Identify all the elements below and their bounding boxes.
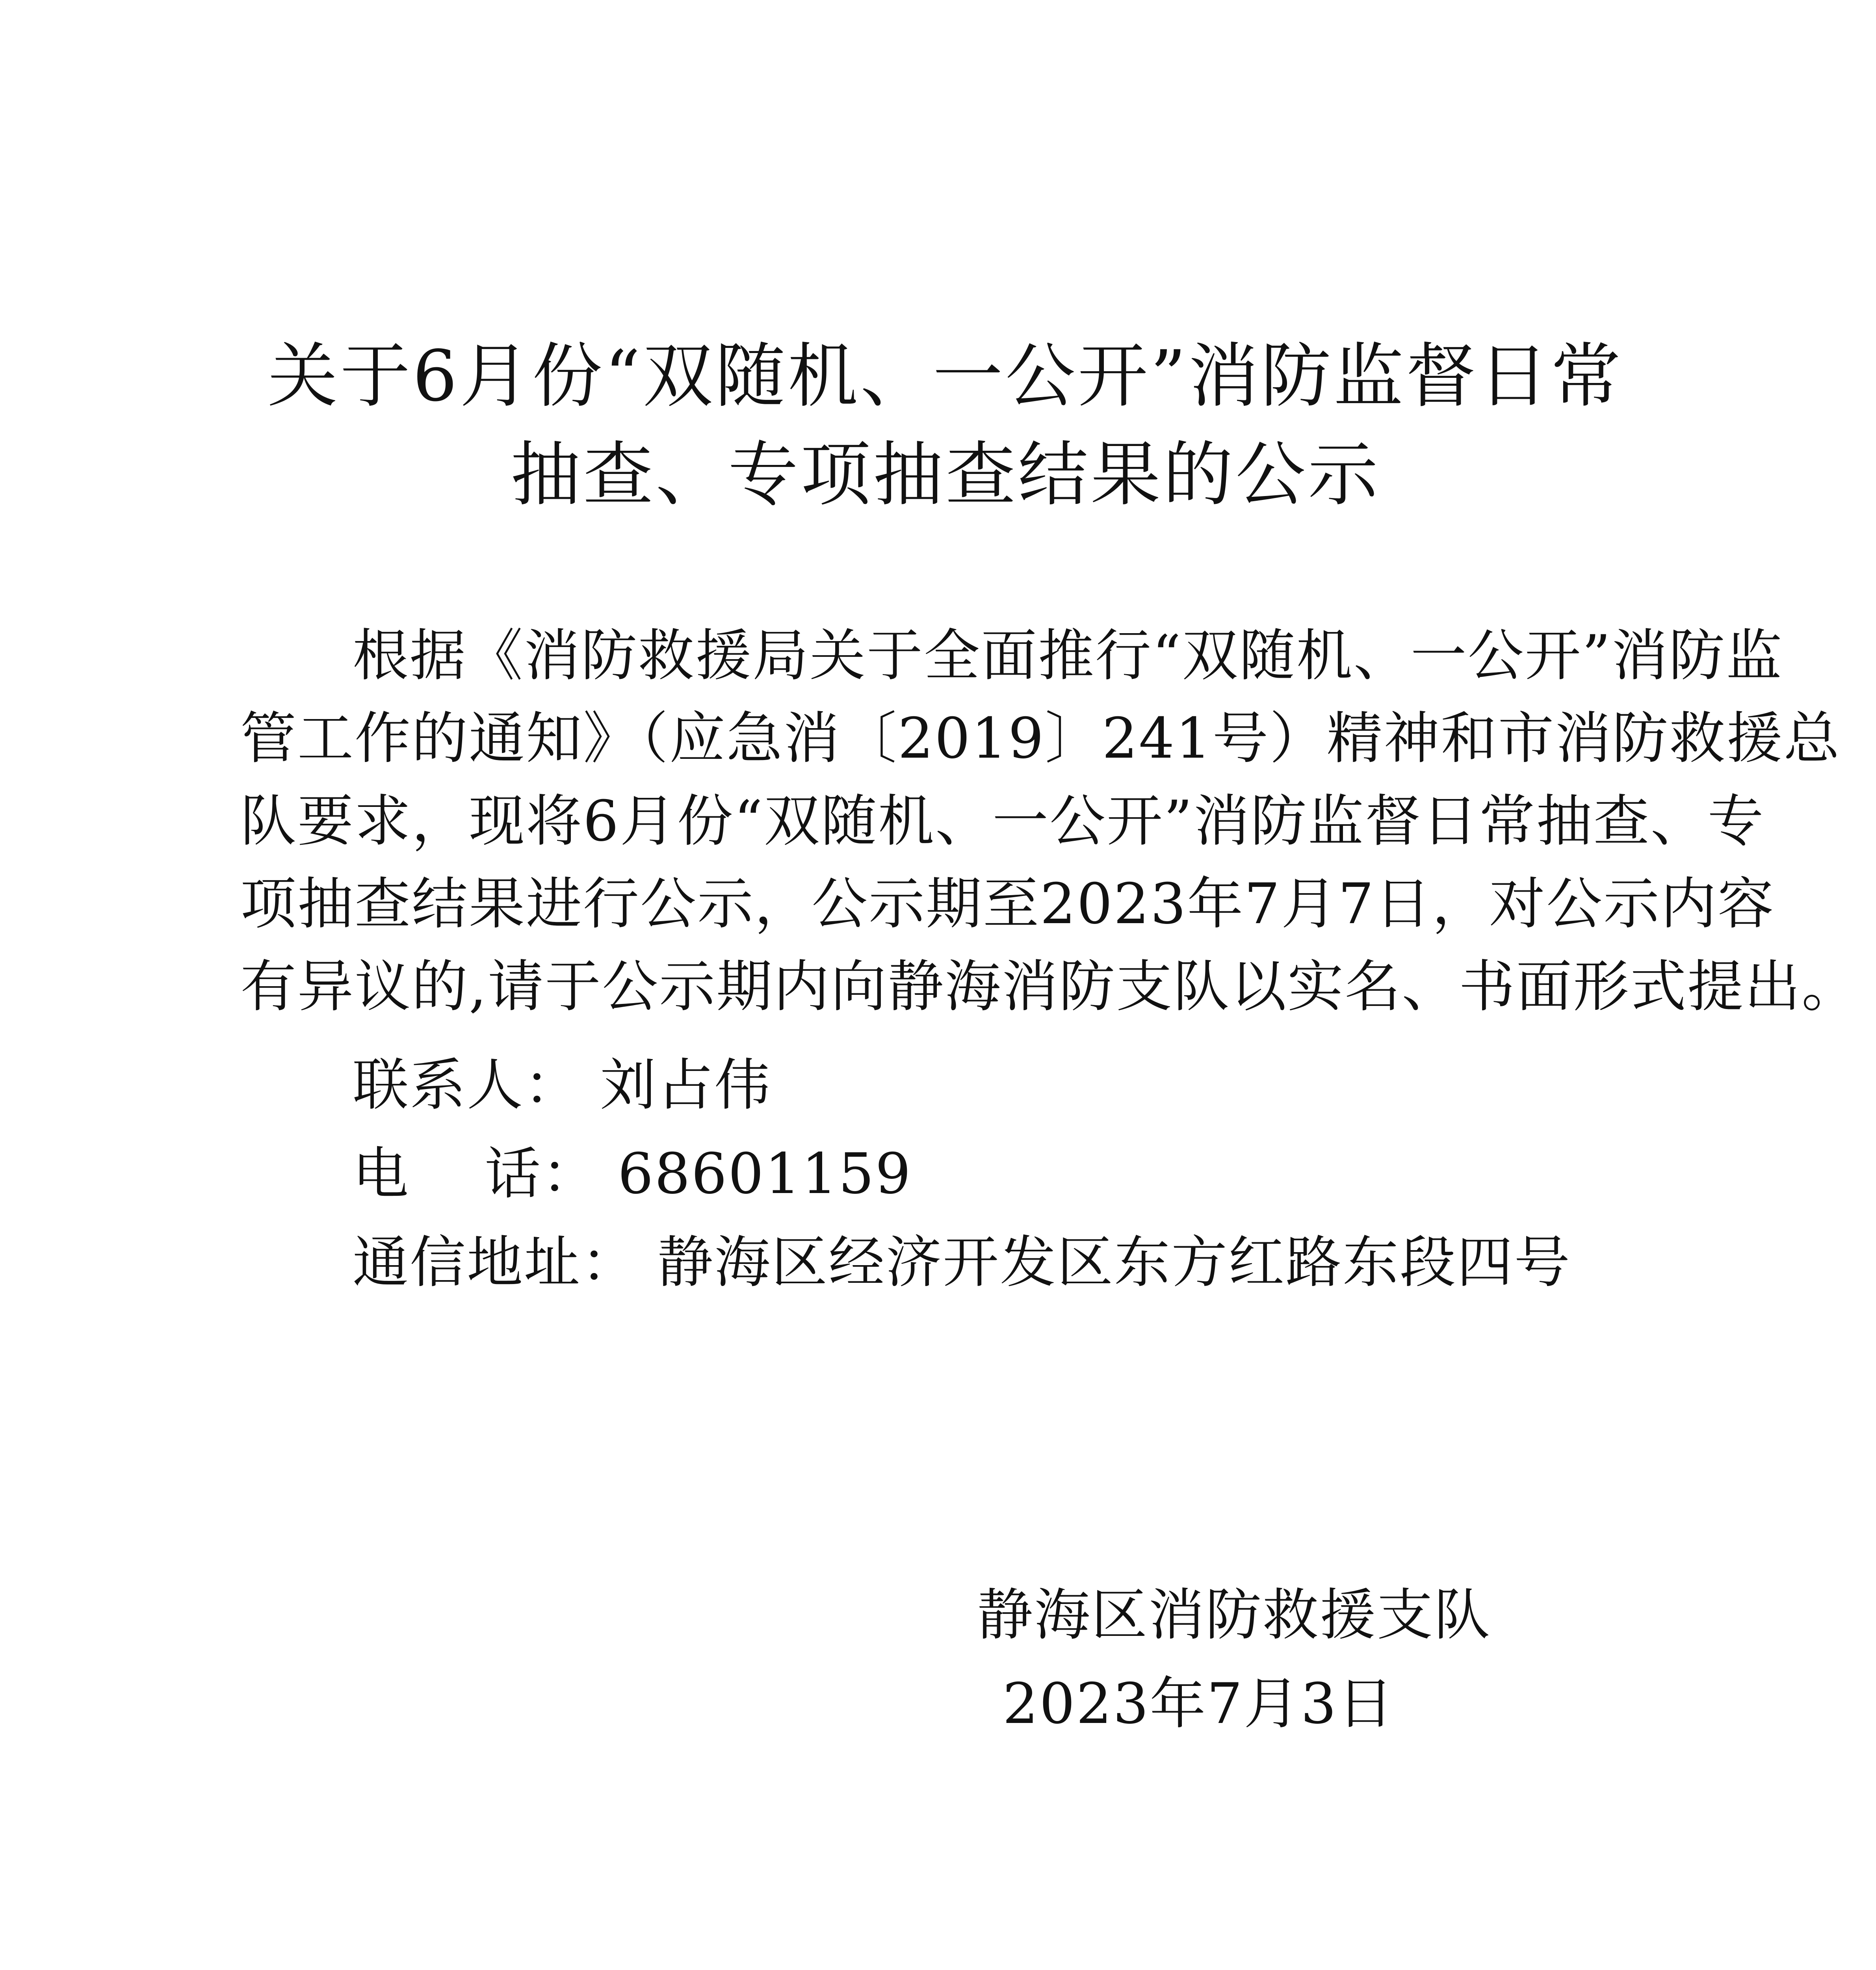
body-paragraph-line-4: 项抽查结果进行公示，公示期至2023年7月7日，对公示内容 <box>240 872 1775 937</box>
issuer-signature: 静海区消防救援支队 <box>977 1583 1491 1648</box>
address-value: 静海区经济开发区东方红路东段四号 <box>657 1230 1571 1295</box>
body-paragraph-line-1: 根据《消防救援局关于全面推行“双随机、一公开”消防监 <box>353 623 1783 688</box>
phone-label-part-2: 话： <box>485 1141 599 1206</box>
contact-name: 刘占伟 <box>600 1053 772 1118</box>
address-label: 通信地址： <box>353 1230 638 1295</box>
body-paragraph-line-2: 管工作的通知》（应急消〔2019〕241号）精神和市消防救援总 <box>240 706 1841 771</box>
contact-label: 联系人： <box>353 1053 581 1118</box>
issue-date: 2023年7月3日 <box>1003 1671 1395 1736</box>
contact-person <box>353 1046 771 1125</box>
body-paragraph-line-5: 有异议的,请于公示期内向静海消防支队以实名、书面形式提出。 <box>240 954 1859 1019</box>
phone-number: 68601159 <box>618 1141 912 1206</box>
document-title-line-2: 抽查、专项抽查结果的公示 <box>511 434 1380 515</box>
body-paragraph-line-3: 队要求，现将6月份“双随机、一公开”消防监督日常抽查、专 <box>240 789 1765 854</box>
contact-phone <box>353 1135 912 1214</box>
phone-label-part-1: 电 <box>353 1141 410 1206</box>
document-title-line-1: 关于6月份“双随机、一公开”消防监督日常 <box>267 335 1623 417</box>
contact-address <box>353 1223 1571 1302</box>
